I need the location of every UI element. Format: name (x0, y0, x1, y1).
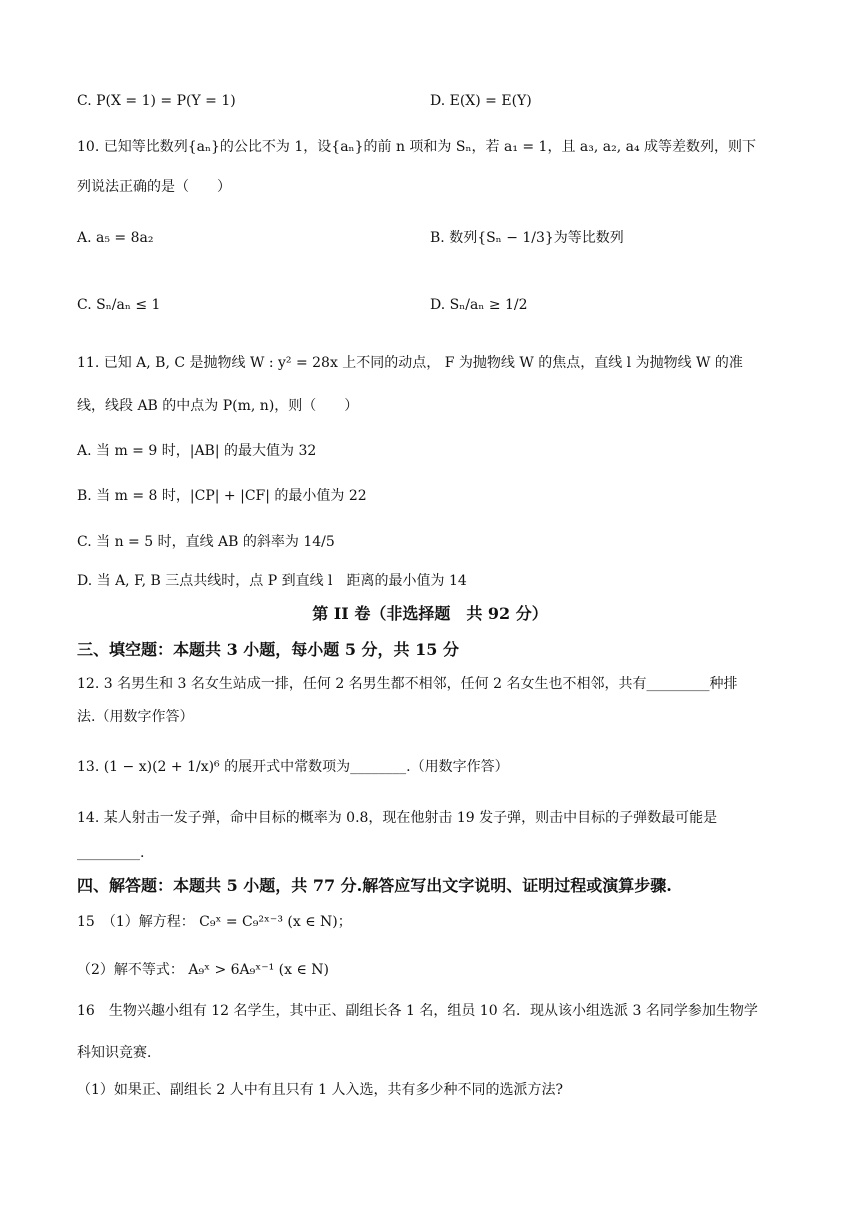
q16-part1: （1）如果正、副组长 2 人中有且只有 1 人入选，共有多少种不同的选派方法? (77, 1082, 564, 1098)
q10-stem-line1: 10. 已知等比数列{aₙ}的公比不为 1，设{aₙ}的前 n 项和为 Sₙ，若 a₁ = 1，且 a₃, a₂, a₄ 成等差数列，则下 (77, 139, 757, 155)
q9-option-c: C. P(X = 1) = P(Y = 1) (77, 93, 236, 109)
q12-line1: 12. 3 名男生和 3 名女生站成一排，任何 2 名男生都不相邻，任何 2 名女生也不相邻，共有_________种排 (77, 676, 738, 692)
q15-part1: 15 （1）解方程： C₉ˣ = C₉²ˣ⁻³ (x ∈ N)； (77, 914, 352, 930)
section-4-heading: 四、解答题：本题共 5 小题，共 77 分.解答应写出文字说明、证明过程或演算步骤. (77, 876, 672, 895)
q11-option-d: D. 当 A, F, B 三点共线时，点 P 到直线 l 距离的最小值为 14 (77, 573, 467, 589)
part-ii-title: 第 II 卷（非选择题 共 92 分） (312, 604, 548, 623)
q11-option-a: A. 当 m = 9 时，|AB| 的最大值为 32 (77, 443, 317, 459)
q12-line2: 法.（用数字作答） (77, 709, 194, 725)
section-3-heading: 三、填空题：本题共 3 小题，每小题 5 分，共 15 分 (77, 640, 459, 659)
q14-line1: 14. 某人射击一发子弹，命中目标的概率为 0.8，现在他射击 19 发子弹，则击中目标的子弹数最可能是 (77, 810, 718, 826)
q10-option-a: A. a₅ = 8a₂ (77, 230, 154, 246)
q11-stem-line2: 线，线段 AB 的中点为 P(m, n)，则（ ） (77, 398, 359, 414)
q14-line2: _________. (77, 845, 145, 861)
q11-option-c: C. 当 n = 5 时，直线 AB 的斜率为 14/5 (77, 534, 335, 550)
q10-option-d: D. Sₙ/aₙ ≥ 1/2 (430, 297, 528, 313)
q16-line2: 科知识竞赛． (77, 1045, 161, 1061)
q10-option-b: B. 数列{Sₙ − 1/3}为等比数列 (430, 230, 624, 246)
q13: 13. (1 − x)(2 + 1/x)⁶ 的展开式中常数项为________.（用数字作答） (77, 759, 509, 775)
q16-line1: 16 生物兴趣小组有 12 名学生，其中正、副组长各 1 名，组员 10 名．现从该小组选派 3 名同学参加生物学 (77, 1003, 758, 1019)
q10-stem-line2: 列说法正确的是（ ） (77, 179, 231, 195)
q9-option-d: D. E(X) = E(Y) (430, 93, 532, 109)
q10-option-c: C. Sₙ/aₙ ≤ 1 (77, 297, 161, 313)
q11-stem-line1: 11. 已知 A, B, C 是抛物线 W : y² = 28x 上不同的动点， F 为抛物线 W 的焦点，直线 l 为抛物线 W 的准 (77, 355, 743, 371)
q11-option-b: B. 当 m = 8 时，|CP| + |CF| 的最小值为 22 (77, 488, 367, 504)
q15-part2: （2）解不等式： A₉ˣ > 6A₉ˣ⁻¹ (x ∈ N) (77, 962, 329, 978)
